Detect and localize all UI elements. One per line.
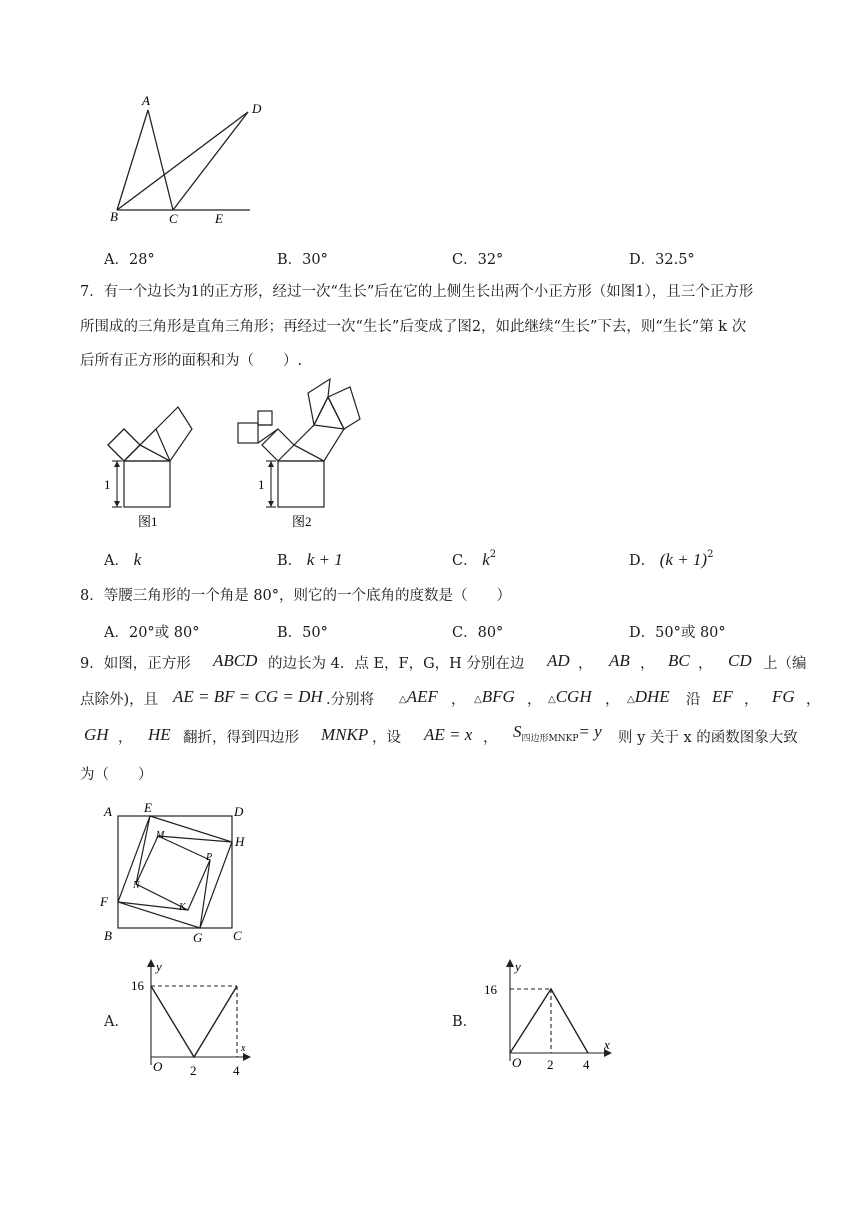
triangle-name: AEF [406, 687, 438, 706]
q9-l2-along: 沿 [686, 692, 701, 708]
q7-stem-line1: 7．有一个边长为1的正方形，经过一次“生长”后在它的上侧生长出两个小正方形（如图1），且三个正方形 [80, 284, 754, 300]
triangle-icon: △ [399, 694, 407, 705]
q6-option-d[interactable] [629, 248, 695, 269]
graph-b-x-tick-2: 2 [547, 1057, 554, 1072]
q8-option-d[interactable] [629, 621, 726, 642]
area-subscript: 四边形MNKP [521, 734, 579, 744]
option-letter: D． [629, 625, 656, 641]
q9-l4: 为（ ） [80, 767, 153, 783]
option-text: 50° [302, 625, 328, 641]
q9-l2-equation: AE = BF = CG = DH [173, 687, 323, 706]
option-letter: B． [277, 625, 303, 641]
area-symbol: S [513, 722, 522, 741]
triangle-name: BFG [481, 687, 515, 706]
graph-a-origin: O [153, 1059, 163, 1074]
q9-label-b: B [104, 928, 112, 943]
q9-l1-bc: BC [668, 651, 690, 670]
option-superscript: 2 [707, 549, 714, 560]
q6-label-c: C [169, 211, 178, 226]
q8-option-a[interactable] [104, 621, 200, 642]
q9-label-a: A [104, 804, 112, 819]
q9-l2-fg: FG [772, 687, 795, 706]
graph-a-x-tick-2: 2 [190, 1063, 197, 1078]
option-letter: C． [452, 625, 478, 641]
q9-option-b-graph[interactable] [478, 955, 618, 1080]
q9-l3-area-expression [513, 722, 602, 742]
q6-label-e: E [215, 211, 223, 226]
q7-fig1-caption: 图1 [138, 514, 158, 529]
option-text: 32.5° [655, 252, 695, 268]
option-text: k [482, 550, 490, 569]
graph-a-y-label: y [156, 959, 162, 974]
q9-label-f: F [100, 894, 108, 909]
q9-l2-a: 点除外)，且 [80, 692, 159, 708]
q7-stem-line2: 所围成的三角形是直角三角形；再经过一次“生长”后变成了图2，如此继续“生长”下去，则“生长”第 k 次 [80, 319, 747, 335]
q8-option-c[interactable] [452, 621, 503, 642]
option-text: 28° [128, 252, 155, 268]
q9-l1-abcd: ABCD [213, 651, 258, 670]
q9-l1-ab: AB [609, 651, 630, 670]
q7-fig2-caption: 图2 [292, 514, 312, 529]
q9-label-h: H [235, 834, 245, 849]
q9-l3-comma2: ， [483, 730, 498, 746]
q9-option-a-graph[interactable] [125, 955, 260, 1080]
q6-label-b: B [110, 209, 118, 224]
q8-option-b[interactable] [277, 621, 328, 642]
option-text: 32° [477, 252, 504, 268]
q7-fig1-side-label: 1 [104, 477, 111, 492]
q7-option-d[interactable] [629, 549, 713, 570]
q9-l3-gh: GH [84, 725, 109, 744]
q9-l2-triangle-dhe [627, 687, 670, 710]
q9-label-d: D [234, 804, 244, 819]
q7-option-c[interactable] [452, 549, 496, 570]
option-letter: A． [104, 625, 129, 641]
q9-l1-ad: AD [547, 651, 570, 670]
option-text: (k + 1) [659, 550, 708, 569]
q7-option-a[interactable] [104, 549, 141, 570]
q9-l3-comma1: ， [118, 730, 133, 746]
q9-label-e: E [144, 800, 152, 815]
q7-fig2-side-label: 1 [258, 477, 265, 492]
option-letter: B． [277, 553, 303, 569]
q9-l2-b: .分别将 [326, 692, 375, 708]
q9-figure [96, 798, 256, 948]
q9-l1-comma3: ， [698, 656, 713, 672]
q9-l1-b: 的边长为 4．点 E，F，G，H 分别在边 [268, 656, 525, 672]
q9-l1-c: 上（编 [763, 656, 807, 672]
option-text: 20°或 80° [128, 625, 200, 641]
q9-option-b-letter[interactable]: B． [452, 1014, 478, 1030]
q7-figure-2 [230, 375, 390, 535]
option-letter: D． [629, 252, 656, 268]
q9-label-m: M [156, 830, 165, 841]
graph-b-origin: O [512, 1055, 522, 1070]
graph-b-y-label: y [515, 959, 521, 974]
q9-label-k: K [179, 902, 186, 913]
q9-label-p: P [206, 852, 213, 863]
q6-label-d: D [252, 101, 262, 116]
graph-a-x-tick-4: 4 [233, 1063, 240, 1078]
option-letter: D． [629, 553, 656, 569]
q9-l2-comma1: ， [451, 692, 466, 708]
q9-option-a-letter[interactable]: A． [104, 1014, 129, 1030]
q9-l3-let: ，设 [372, 730, 401, 746]
option-text: k + 1 [306, 550, 343, 569]
q7-stem-line3: 后所有正方形的面积和为（ ）. [80, 353, 303, 369]
q9-label-c: C [233, 928, 242, 943]
q6-option-a[interactable] [104, 248, 155, 269]
q9-l2-ef: EF [712, 687, 733, 706]
triangle-icon: △ [627, 694, 635, 705]
option-letter: C． [452, 553, 478, 569]
option-text: 50°或 80° [655, 625, 726, 641]
graph-a-y-tick: 16 [131, 978, 144, 993]
q7-figure-1 [98, 395, 208, 535]
q9-l1-comma2: ， [640, 656, 655, 672]
q6-figure [100, 90, 280, 230]
q9-l2-comma4: ， [744, 692, 759, 708]
q9-l3-mnkp: MNKP [321, 725, 369, 744]
option-letter: A． [104, 252, 129, 268]
graph-a-x-label: x [241, 1043, 246, 1054]
option-text: 80° [477, 625, 504, 641]
area-equals: = y [578, 722, 602, 741]
q9-l2-triangle-aef [399, 687, 438, 710]
triangle-name: DHE [634, 687, 670, 706]
q8-stem: 8．等腰三角形的一个角是 80°，则它的一个底角的度数是（ ） [80, 588, 512, 604]
q9-label-g: G [193, 930, 203, 945]
q9-l2-comma3: ， [605, 692, 620, 708]
option-text: k [133, 550, 142, 569]
q9-l3-he: HE [148, 725, 171, 744]
option-letter: B． [277, 252, 303, 268]
option-superscript: 2 [489, 549, 497, 560]
q6-label-a: A [142, 93, 150, 108]
q9-l2-comma2: ， [527, 692, 542, 708]
q9-l3-c: 则 y 关于 x 的函数图象大致 [618, 730, 798, 746]
q9-l2-comma5: ， [806, 692, 821, 708]
q6-option-b[interactable] [277, 248, 328, 269]
graph-b-x-label: x [604, 1037, 610, 1052]
q9-l3-ae-x: AE = x [424, 725, 473, 744]
q9-l1-cd: CD [728, 651, 752, 670]
option-letter: C． [452, 252, 478, 268]
q9-l3-b: 翻折，得到四边形 [183, 730, 299, 746]
q9-l1-a: 9．如图，正方形 [80, 656, 191, 672]
triangle-name: CGH [555, 687, 592, 706]
q9-l1-comma1: ， [578, 656, 593, 672]
q7-option-b[interactable] [277, 549, 343, 570]
q9-l2-triangle-cgh [548, 687, 592, 710]
q6-option-c[interactable] [452, 248, 503, 269]
triangle-icon: △ [548, 694, 556, 705]
q9-l2-triangle-bfg [474, 687, 515, 710]
q9-label-n: N [133, 880, 140, 891]
option-text: 30° [302, 252, 328, 268]
graph-b-y-tick: 16 [484, 982, 497, 997]
graph-b-x-tick-4: 4 [583, 1057, 590, 1072]
triangle-icon: △ [474, 694, 482, 705]
option-letter: A． [104, 553, 129, 569]
